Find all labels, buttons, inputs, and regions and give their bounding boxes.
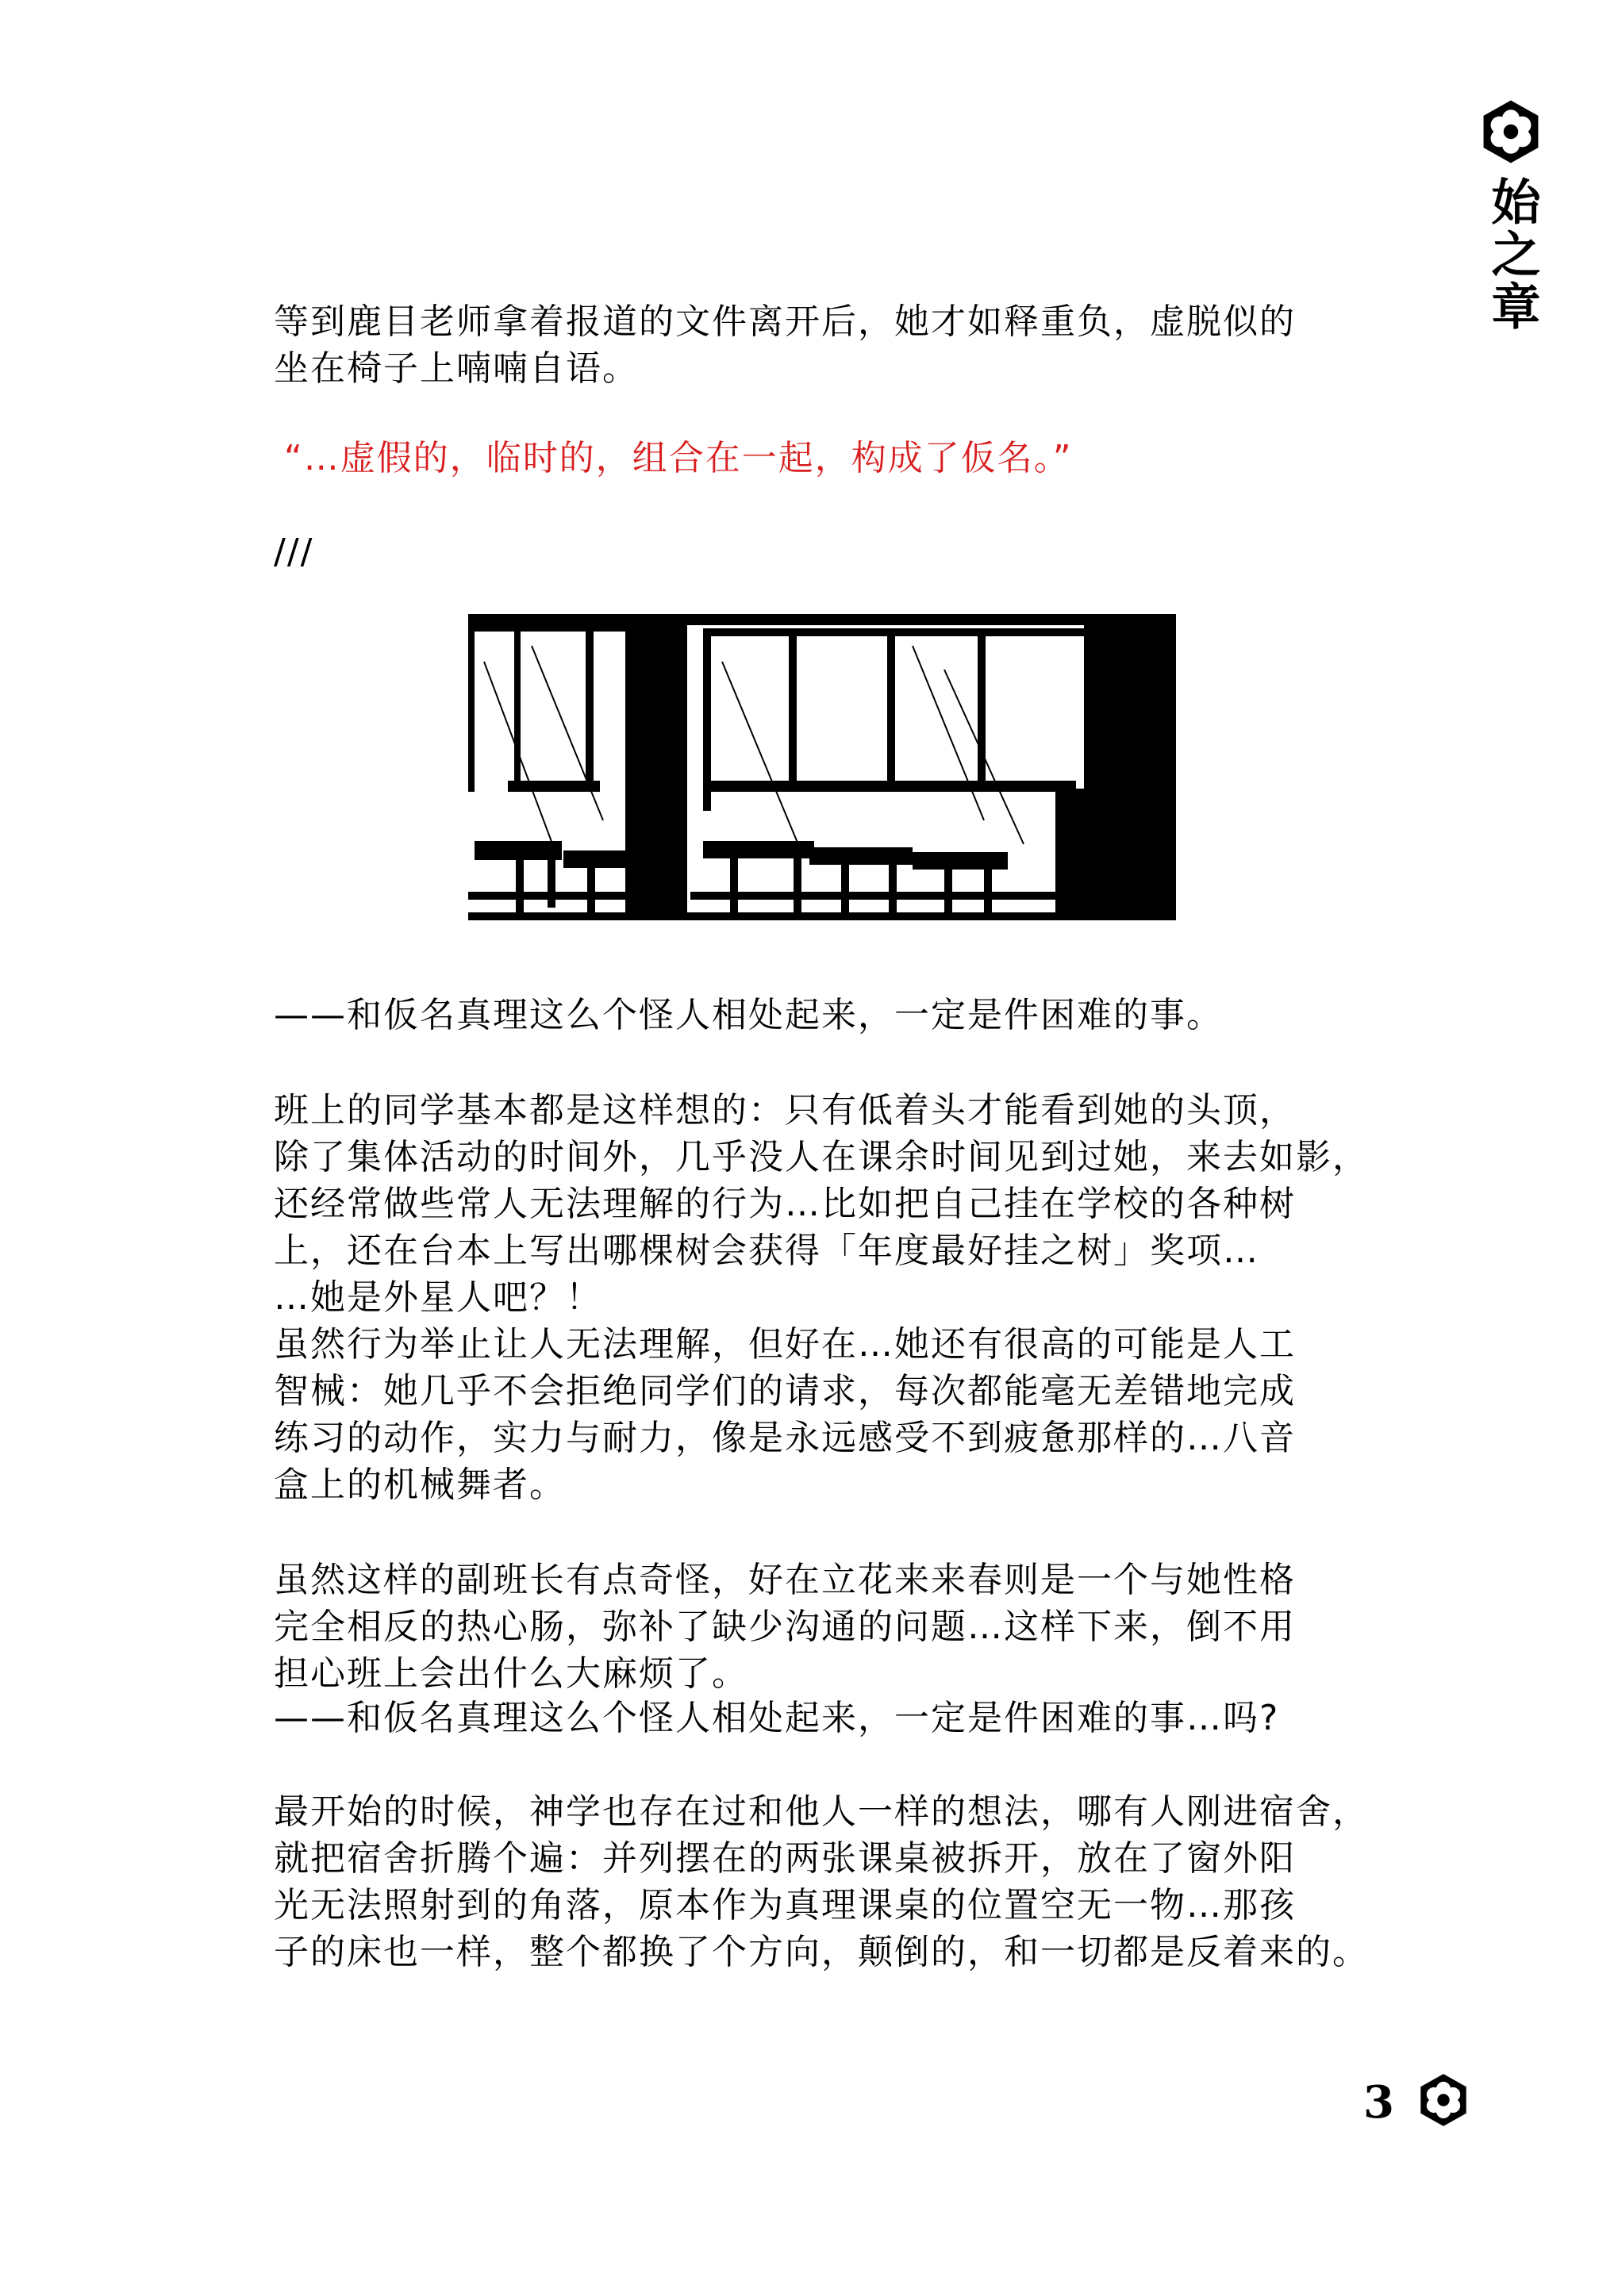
section-divider: /// (274, 532, 314, 572)
paragraph-1: 等到鹿目老师拿着报道的文件离开后，她才如释重负，虚脱似的 坐在椅子上喃喃自语。 (274, 301, 1296, 389)
paragraph-2: ——和仮名真理这么个怪人相处起来，一定是件困难的事。 (274, 995, 1223, 1035)
chapter-title: 始之章 (1483, 176, 1541, 333)
flower-gear-icon (1416, 2072, 1471, 2128)
flower-gear-icon (1478, 98, 1544, 165)
paragraph-5: ——和仮名真理这么个怪人相处起来，一定是件困难的事…吗? (274, 1698, 1280, 1738)
paragraph-4: 虽然这样的副班长有点奇怪，好在立花来来春则是一个与她性格 完全相反的热心肠，弥补了缺少沟通的问题…这样下来，倒不用 担心班上会出什么大麻烦了。 (274, 1560, 1296, 1694)
classroom-illustration (468, 614, 1176, 920)
paragraph-6: 最开始的时候，神学也存在过和他人一样的想法，哪有人刚进宿舍， 就把宿舍折腾个遍：并列摆在的两张课桌被拆开，放在了窗外阳 光无法照射到的角落，原本作为真理课桌的位置空无一物…那孩 子的床也一样，整个都换了个方向，颠倒的，和一切都是反着来的。 (274, 1791, 1369, 1972)
paragraph-3: 班上的同学基本都是这样想的：只有低着头才能看到她的头顶， 除了集体活动的时间外，几乎没人在课余时间见到过她，来去如影， 还经常做些常人无法理解的行为…比如把自己挂在学校的各种树 上，还在台本上写出哪棵树会获得「年度最好挂之树」奖项… …她是外星人吧？！ 虽然行为举止让人无法理解，但好在…她还有很高的可能是人工 智械：她几乎不会拒绝同学们的请求，每次都能毫无差错地完成 练习的动作，实力与耐力，像是永远感受不到疲惫那样的…八音 盒上的机械舞者。 (274, 1090, 1369, 1505)
quote-line: “…虚假的，临时的，组合在一起，构成了仮名。” (284, 438, 1073, 478)
page-number: 3 (1363, 2076, 1394, 2129)
